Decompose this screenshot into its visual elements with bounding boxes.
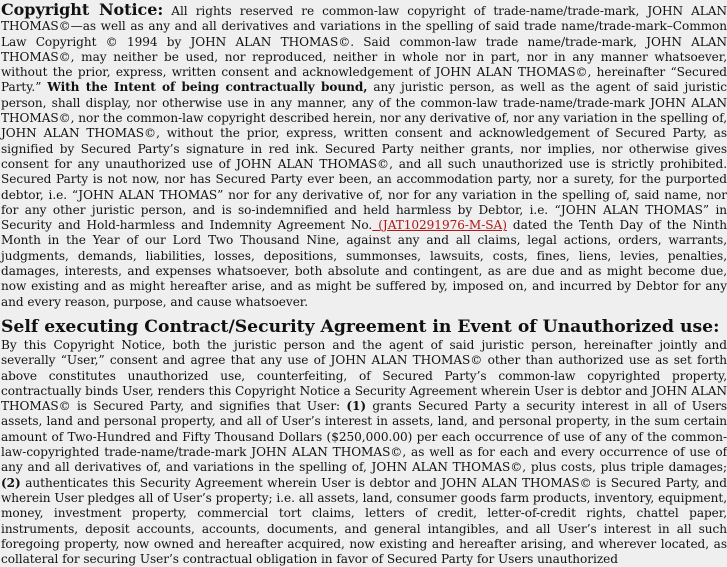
- contract-item-2-number: (2): [1, 475, 21, 490]
- contract-text-2: grants Secured Party a security interest in all of Users assets, land and personal property, and all of User’s interest in assets, land, and personal property, in the sum certain amount of Two-Hundred and Fifty Thousand Dollars ($250,000.00) per each occurrence of use of any of the common-law-copyrighted trade-name/trade-mark JOHN ALAN THOMAS©, as well as for each and every occurrence of use of any and all derivatives of, and variations in the spelling of, JOHN ALAN THOMAS©, plus costs, plus triple damages;: [1, 399, 727, 475]
- copyright-notice-heading: Copyright Notice:: [1, 0, 164, 19]
- notice-text-3: dated the Tenth Day of the Ninth Month in the Year of our Lord Two Thousand Nine, against any and all claims, legal actions, orders, warrants, judgments, demands, liabilities, losses, depositions, summonses, lawsuits, costs, fines, liens, levies, penalties, damages, interests, and expenses whatsoever, both absolute and contingent, as are due and as might become due, now existing and as might hereafter arise, and as might be suffered by, imposed on, and incurred by Debtor for any and every reason, purpose, and cause whatsoever.: [1, 218, 727, 309]
- contract-heading: Self executing Contract/Security Agreement in Event of Unauthorized use:: [1, 316, 720, 337]
- contract-paragraph: [1, 338, 727, 567]
- contract-item-1-number: (1): [346, 399, 367, 414]
- notice-bold-intent: With the Intent of being contractually bound,: [47, 80, 368, 95]
- notice-text-1: All rights reserved re common-law copyright of trade-name/trade-mark, JOHN ALAN THOMAS©—as well as any and all derivatives and variations in the spelling of said trade name/trade-mark–Common Law Copyright © 1994 by JOHN ALAN THOMAS©. Said common-law trade name/trade-mark, JOHN ALAN THOMAS©, may neither be used, nor reproduced, neither in whole nor in part, nor in any manner whatsoever, without the prior, express, written consent and acknowledgement of JOHN ALAN THOMAS©, hereinafter “Secured Party.”: [1, 4, 727, 95]
- copyright-notice-paragraph: [1, 2, 727, 310]
- contract-text-1: By this Copyright Notice, both the juristic person and the agent of said juristic person, hereinafter jointly and severally “User,” consent and agree that any use of JOHN ALAN THOMAS© other than authorized use as set forth above constitutes unauthorized use, counterfeiting, of Secured Party’s common-law copyrighted property, contractually binds User, renders this Copyright Notice a Security Agreement wherein User is debtor and JOHN ALAN THOMAS© is Secured Party, and signifies that User:: [1, 337, 727, 414]
- contract-text-3: authenticates this Security Agreement wherein User is debtor and JOHN ALAN THOMAS© is Secured Party, and wherein User pledges all of User’s property; i.e. all assets, land, consumer goods farm products, inventory, equipment, money, investment property, commercial tort claims, letters of credit, letter-of-credit rights, chattel paper, instruments, deposit accounts, accounts, documents, and general intangibles, and all User’s interest in all such foregoing property, now owned and hereafter acquired, now existing and hereafter arising, and wherever located, as collateral for securing User’s contractual obligation in favor of Secured Party for Users unauthorized: [1, 475, 727, 567]
- notice-text-2: any juristic person, as well as the agent of said juristic person, shall display, nor otherwise use in any manner, any of the common-law trade-name/trade-mark JOHN ALAN THOMAS©, nor the common-law copyright described herein, nor any derivative of, nor any variation in the spelling of, JOHN ALAN THOMAS©, without the prior, express, written consent and acknowledgement of Secured Party, as signified by Secured Party’s signature in red ink. Secured Party neither grants, nor implies, nor otherwise gives consent for any unauthorized use of JOHN ALAN THOMAS©, and all such unauthorized use is strictly prohibited. Secured Party is not now, nor has Secured Party ever been, an accommodation party, nor a surety, for the purported debtor, i.e. “JOHN ALAN THOMAS” nor for any derivative of, nor for any variation in the spelling of, said name, nor for any other juristic person, and is so-indemnified and held harmless by Debtor, i.e. “JOHN ALAN THOMAS” in Security and Hold-harmless and Indemnity Agreement No.: [1, 80, 727, 233]
- agreement-number-link[interactable]: (JAT10291976-M-SA): [372, 218, 507, 233]
